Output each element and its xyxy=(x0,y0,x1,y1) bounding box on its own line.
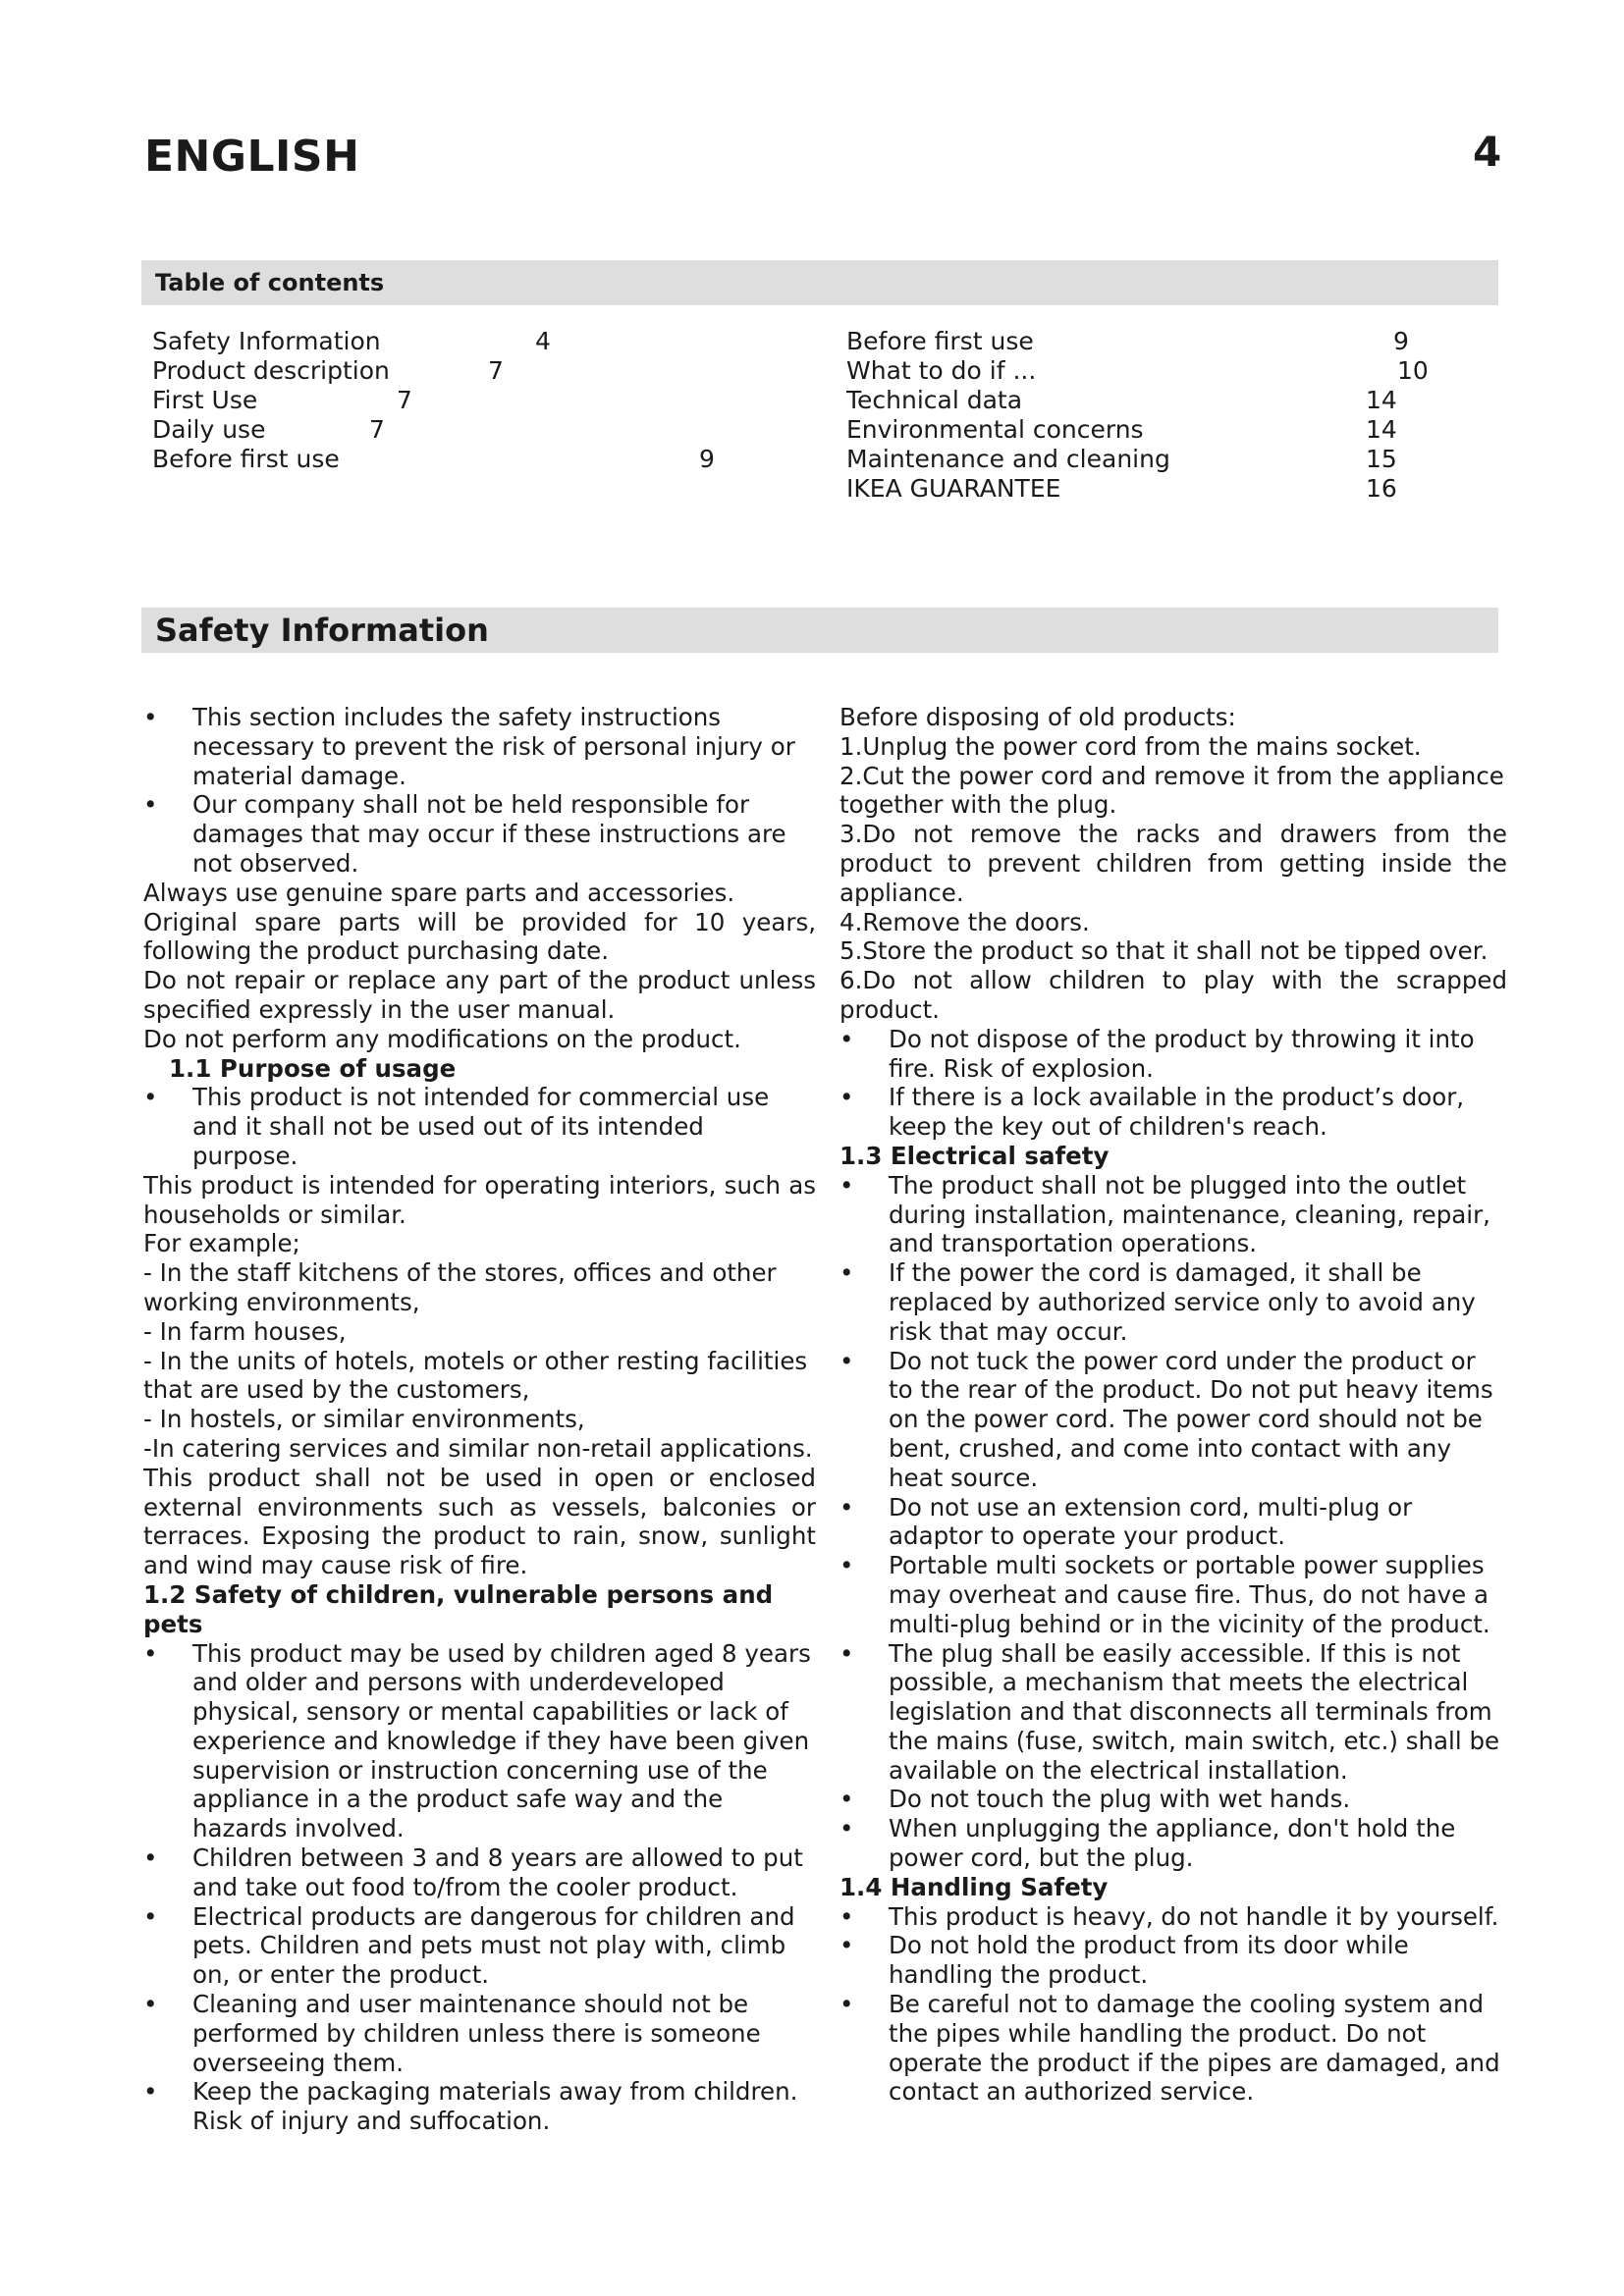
toc-entry-page: 9 xyxy=(699,445,715,473)
toc-entry-label[interactable]: IKEA GUARANTEE xyxy=(846,474,1061,503)
section-heading: 1.2 Safety of children, vulnerable persons and pets xyxy=(143,1579,774,1638)
safety-bullet: • When unplugging the appliance, don't hold the power cord, but the plug. xyxy=(839,1814,1507,1873)
toc-entry-label[interactable]: Technical data xyxy=(846,386,1023,414)
toc-entry-page: 7 xyxy=(488,356,504,385)
toc-entry-page: 7 xyxy=(369,415,385,444)
safety-paragraph: Original spare parts will be provided for 10 years, following the product purchasing date. xyxy=(143,907,816,966)
safety-right-column xyxy=(839,703,1507,2107)
safety-title: Safety Information xyxy=(155,612,489,649)
safety-bullet: • Be careful not to damage the cooling system and the pipes while handling the product. Do not operate the product if the pipes are damaged, and contact an authorized service. xyxy=(839,1990,1507,2107)
safety-bullet: • Keep the packaging materials away from children. Risk of injury and suffocation. xyxy=(143,2077,816,2136)
toc-entry-page: 7 xyxy=(397,386,412,414)
toc-entry-page: 16 xyxy=(1366,474,1397,503)
safety-bullet: • This product may be used by children aged 8 years and older and persons with underdeveloped physical, sensory or mental capabilities or lack of experience and knowledge if they have been given supervision or instruction concerning use of the appliance in a the product safe way and the hazards involved. xyxy=(143,1639,816,1844)
toc-entry-label[interactable]: First Use xyxy=(152,386,258,414)
safety-paragraph: Always use genuine spare parts and accessories. xyxy=(143,878,735,907)
safety-left-column xyxy=(143,703,816,2136)
safety-bullet: • Children between 3 and 8 years are allowed to put and take out food to/from the cooler product. xyxy=(143,1843,816,1902)
safety-paragraph: Do not repair or replace any part of the product unless specified expressly in the user manual. xyxy=(143,966,816,1024)
toc-entry-label[interactable]: Environmental concerns xyxy=(846,415,1144,444)
safety-list-line: - In the units of hotels, motels or other resting facilities that are used by the customers, xyxy=(143,1346,808,1405)
safety-list-line: - In farm houses, xyxy=(143,1316,347,1346)
safety-list-line: - In the staff kitchens of the stores, offices and other working environments, xyxy=(143,1258,777,1316)
toc-entry-label[interactable]: Maintenance and cleaning xyxy=(846,445,1170,473)
section-heading: 1.3 Electrical safety xyxy=(839,1141,1110,1170)
safety-bullet: • If there is a lock available in the product’s door, keep the key out of children's reach. xyxy=(839,1083,1507,1142)
safety-bullet: • This product is not intended for commercial use and it shall not be used out of its intended purpose. xyxy=(143,1083,816,1170)
safety-bullet: • This section includes the safety instructions necessary to prevent the risk of personal injury or material damage. xyxy=(143,703,816,790)
toc-entry-page: 15 xyxy=(1366,445,1397,473)
safety-bullet: • Portable multi sockets or portable power supplies may overheat and cause fire. Thus, do not have a multi-plug behind or in the vicinity of the product. xyxy=(839,1551,1507,1638)
safety-bullet: • Electrical products are dangerous for children and pets. Children and pets must not play with, climb on, or enter the product. xyxy=(143,1902,816,1990)
safety-bullet: • If the power the cord is damaged, it shall be replaced by authorized service only to avoid any risk that may occur. xyxy=(839,1258,1507,1346)
disposal-step: 3.Do not remove the racks and drawers from the product to prevent children from getting inside the appliance. xyxy=(839,820,1507,907)
section-heading: 1.4 Handling Safety xyxy=(839,1872,1109,1901)
safety-paragraph: Do not perform any modifications on the product. xyxy=(143,1024,741,1053)
safety-bullet: • Our company shall not be held responsible for damages that may occur if these instructions are not observed. xyxy=(143,790,816,878)
disposal-step: 6.Do not allow children to play with the scrapped product. xyxy=(839,966,1507,1024)
toc-header-bar xyxy=(141,260,1498,305)
toc-entry-page: 4 xyxy=(535,327,551,355)
disposal-step: 1.Unplug the power cord from the mains socket. xyxy=(839,731,1422,761)
section-heading: 1.1 Purpose of usage xyxy=(169,1053,457,1083)
toc-entry-label[interactable]: Daily use xyxy=(152,415,266,444)
toc-entry-page: 9 xyxy=(1393,327,1409,355)
safety-bullet: • The product shall not be plugged into the outlet during installation, maintenance, cleaning, repair, and transportation operations. xyxy=(839,1171,1507,1258)
safety-bullet: • This product is heavy, do not handle it by yourself. xyxy=(839,1902,1507,1932)
toc-entry-page: 14 xyxy=(1366,415,1397,444)
toc-entry-label[interactable]: What to do if ... xyxy=(846,356,1037,385)
toc-title: Table of contents xyxy=(155,269,385,296)
toc-entry-page: 10 xyxy=(1397,356,1429,385)
page-number: 4 xyxy=(1473,128,1502,176)
disposal-step: 4.Remove the doors. xyxy=(839,907,1090,936)
safety-bullet: • Do not touch the plug with wet hands. xyxy=(839,1785,1507,1814)
toc-entry-label[interactable]: Before first use xyxy=(152,445,340,473)
safety-list-line: -In catering services and similar non-retail applications. xyxy=(143,1433,813,1463)
safety-paragraph: This product is intended for operating interiors, such as households or similar. xyxy=(143,1170,816,1229)
toc-entry-label[interactable]: Safety Information xyxy=(152,327,381,355)
disposal-step: 2.Cut the power cord and remove it from the appliance together with the plug. xyxy=(839,761,1504,820)
safety-bullet: • The plug shall be easily accessible. If this is not possible, a mechanism that meets the electrical legislation and that disconnects all terminals from the mains (fuse, switch, main switch, etc.) shall be available on the electrical installation. xyxy=(839,1639,1507,1786)
toc-entry-page: 14 xyxy=(1366,386,1397,414)
language-heading: ENGLISH xyxy=(144,132,360,182)
safety-bullet: • Do not dispose of the product by throwing it into fire. Risk of explosion. xyxy=(839,1025,1507,1084)
safety-bullet: • Do not tuck the power cord under the product or to the rear of the product. Do not put heavy items on the power cord. The power cord should not be bent, crushed, and come into contact with any heat source. xyxy=(839,1347,1507,1493)
safety-list-line: - In hostels, or similar environments, xyxy=(143,1405,585,1434)
safety-paragraph: This product shall not be used in open or enclosed external environments such as vessels, balconies or terraces. Exposing the product to rain, snow, sunlight and wind may cause risk of fire. xyxy=(143,1463,816,1580)
toc-entry-label[interactable]: Before first use xyxy=(846,327,1034,355)
safety-paragraph: Before disposing of old products: xyxy=(839,703,1236,731)
safety-paragraph: For example; xyxy=(143,1229,300,1258)
safety-bullet: • Do not hold the product from its door while handling the product. xyxy=(839,1931,1507,1990)
toc-entry-label[interactable]: Product description xyxy=(152,356,390,385)
disposal-step: 5.Store the product so that it shall not be tipped over. xyxy=(839,936,1489,966)
safety-bullet: • Do not use an extension cord, multi-plug or adaptor to operate your product. xyxy=(839,1493,1507,1552)
safety-bullet: • Cleaning and user maintenance should not be performed by children unless there is someone overseeing them. xyxy=(143,1990,816,2077)
safety-header-bar xyxy=(141,608,1498,653)
